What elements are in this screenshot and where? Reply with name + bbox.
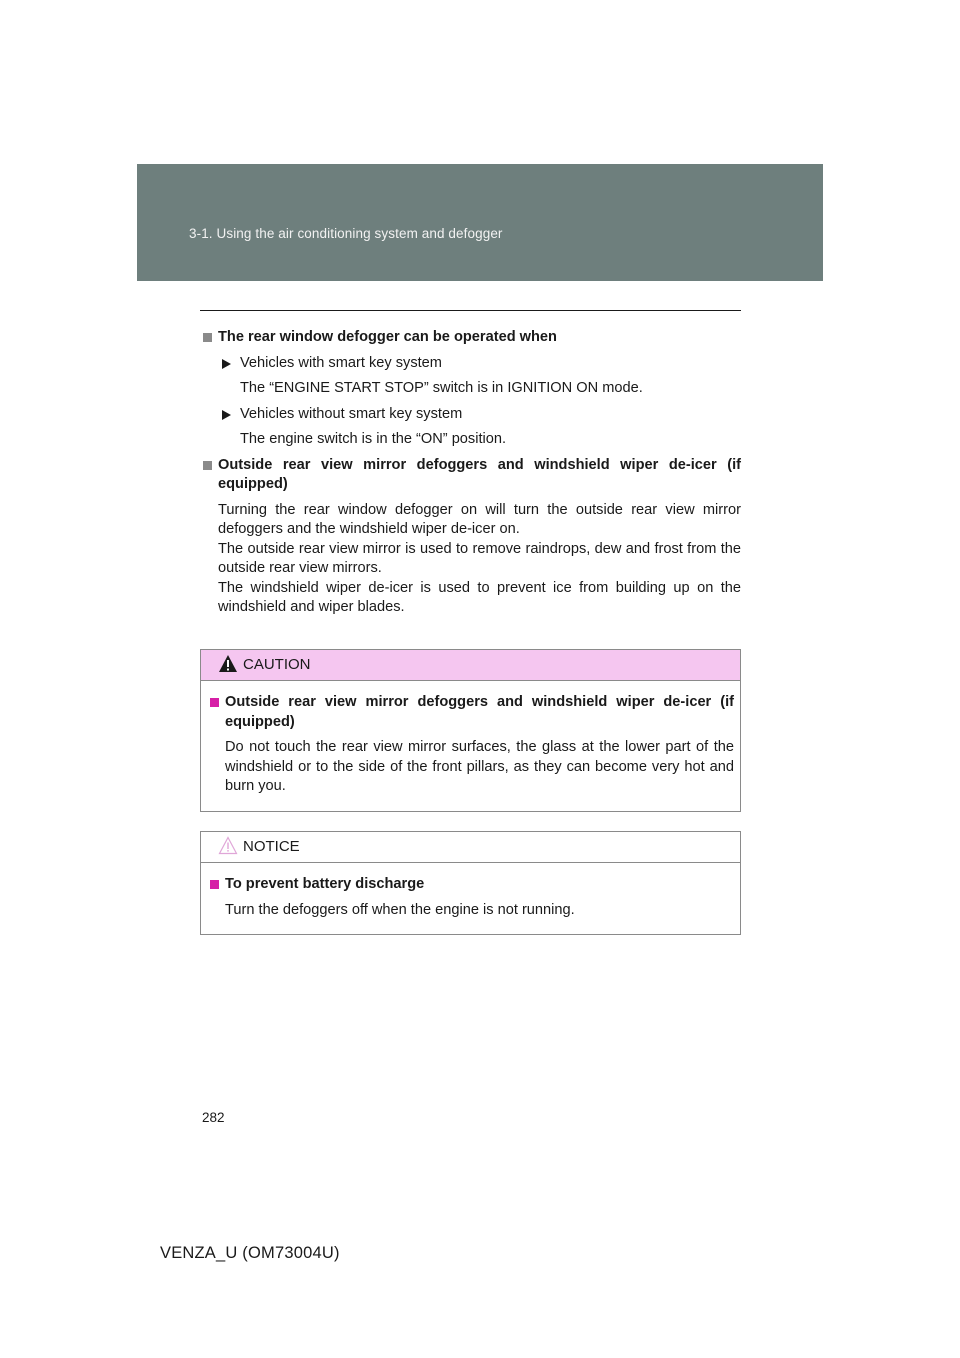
caution-heading: Outside rear view mirror defoggers and windshield wiper de-icer (if equipped) [207, 693, 734, 732]
caution-header [201, 650, 740, 681]
notice-title: NOTICE [243, 838, 300, 855]
square-marker-icon [210, 698, 219, 707]
list-item: Vehicles with smart key system [200, 354, 741, 374]
caution-title: CAUTION [243, 656, 311, 673]
paragraph: Turning the rear window defogger on will turn the outside rear view mirror defoggers and the windshield wiper de-icer on. [218, 501, 741, 537]
caution-body [201, 681, 740, 811]
triangle-bullet-icon [222, 410, 231, 420]
paragraph: The outside rear view mirror is used to remove raindrops, dew and frost from the outside rear view mirrors. [218, 540, 741, 576]
section-title: 3-1. Using the air conditioning system and defogger [189, 226, 503, 241]
notice-box [200, 831, 741, 935]
list-item: Vehicles without smart key system [200, 405, 741, 425]
paragraph: The windshield wiper de-icer is used to prevent ice from building up on the windshield and wiper blades. [218, 579, 741, 615]
square-marker-icon [210, 880, 219, 889]
notice-heading: To prevent battery discharge [207, 875, 734, 895]
caution-box [200, 649, 741, 812]
divider [200, 310, 741, 311]
warning-outline-icon [218, 836, 238, 855]
notice-text: Turn the defoggers off when the engine is not running. [225, 901, 575, 918]
header-band [137, 164, 823, 281]
triangle-bullet-icon [222, 359, 231, 369]
section-heading: Outside rear view mirror defoggers and windshield wiper de-icer (if equipped) [200, 456, 741, 495]
square-marker-icon [203, 461, 212, 470]
document-code: VENZA_U (OM73004U) [160, 1244, 340, 1262]
square-marker-icon [203, 333, 212, 342]
list-item-text: The engine switch is in the “ON” position. [240, 431, 507, 447]
notice-header [201, 832, 740, 863]
notice-body [201, 863, 740, 934]
section-heading: The rear window defogger can be operated when [200, 328, 741, 348]
page-number: 282 [202, 1110, 225, 1125]
warning-icon [218, 654, 238, 673]
list-item-text: The “ENGINE START STOP” switch is in IGNITION ON mode. [240, 380, 643, 396]
main-content [200, 328, 741, 618]
caution-text: Do not touch the rear view mirror surfaces, the glass at the lower part of the windshield or to the side of the front pillars, as they can become very hot and burn you. [225, 739, 734, 794]
